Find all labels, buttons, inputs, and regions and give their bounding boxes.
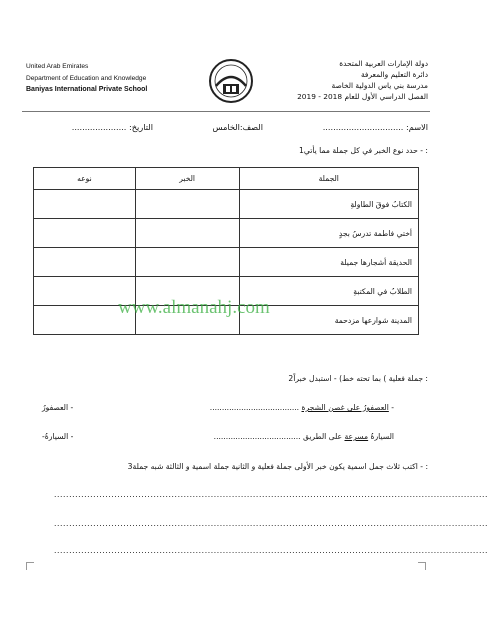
exercise-2-line-2[interactable] <box>214 432 394 441</box>
underlined-phrase: العصفورُ على غصن الشجرة <box>301 403 389 412</box>
exercise-2-line-2-text: السيارةُ مسرعة على الطريق .................................... <box>213 432 394 441</box>
sentence-cell: المدينة شوارعها مزدحمة <box>239 306 419 335</box>
header-en-line1: United Arab Emirates <box>26 63 89 70</box>
sentence-cell: الطلابُ في المكتبةِ <box>239 277 419 306</box>
date-field[interactable]: التاريخ: ..................... <box>71 122 153 132</box>
student-info-row <box>26 122 428 136</box>
page-corner-mark <box>418 562 426 570</box>
question-3: : - اكتب ثلاث جمل اسمية يكون خبر الأولى جملة فعلية و الثانية جملة اسمية و الثالثة شبه جملة3 <box>127 462 428 471</box>
name-field[interactable]: الاسم: ............................... <box>322 122 428 132</box>
header-ar-line1: دولة الإمارات العربية المتحدة <box>339 59 428 68</box>
header-en-line2: Department of Education and Knowledge <box>26 74 147 82</box>
header-ar-line3: مدرسة بني ياس الدولية الخاصة <box>331 81 428 90</box>
watermark: www.almanahj.com <box>118 297 270 318</box>
predicate-cell[interactable] <box>135 248 239 277</box>
type-cell[interactable] <box>34 219 136 248</box>
table-row <box>34 219 419 248</box>
answer-line-2[interactable]: ................................................................................................................................................ <box>54 519 488 528</box>
grade-label: الصف:الخامس <box>212 122 263 132</box>
table-row <box>34 248 419 277</box>
exercise-2-line-1-text: - العصفورُ على غصن الشجرة ..................................... <box>209 403 394 412</box>
header-ar-line2: دائرة التعليم والمعرفة <box>360 70 428 79</box>
predicate-cell[interactable] <box>135 190 239 219</box>
sentence-cell: أختي فاطمة تدرسُ بجدٍ <box>239 219 419 248</box>
header-en-line3: Baniyas International Private School <box>26 86 148 93</box>
page-corner-mark <box>26 562 34 570</box>
exercise-2-line-2-answer: - السيارةُ- <box>42 432 74 441</box>
sentence-cell: الكتابُ فوقَ الطاولةِ <box>239 190 419 219</box>
question-1: : - حدد نوع الخبر في كل جملة مما يأتي1 <box>299 146 428 155</box>
question-2: : جملة فعلية ) بما تحته خط) - استبدل خبراً2 <box>288 374 428 383</box>
header-ar-line4: الفصل الدراسي الأول للعام 2018 - 2019 <box>297 92 428 101</box>
answer-line-1[interactable]: ................................................................................................................................................ <box>54 490 488 499</box>
answer-line-3[interactable]: ................................................................................................................................................ <box>54 546 488 555</box>
header-arabic <box>238 58 428 102</box>
header-english <box>26 61 196 96</box>
table-header-row <box>34 168 419 190</box>
header-divider <box>22 111 430 112</box>
col-header-sentence: الجملة <box>239 168 419 190</box>
exercise-2-line-1-answer: - العصفورُ <box>42 403 74 412</box>
sentence-cell: الحديقة أشجارها جميلة <box>239 248 419 277</box>
type-cell[interactable] <box>34 190 136 219</box>
col-header-type: نوعه <box>34 168 136 190</box>
predicate-cell[interactable] <box>135 219 239 248</box>
exercise-2-line-1[interactable] <box>210 403 394 412</box>
col-header-predicate: الخبر <box>135 168 239 190</box>
table-row <box>34 190 419 219</box>
type-cell[interactable] <box>34 248 136 277</box>
underlined-phrase: مسرعة <box>344 432 369 441</box>
